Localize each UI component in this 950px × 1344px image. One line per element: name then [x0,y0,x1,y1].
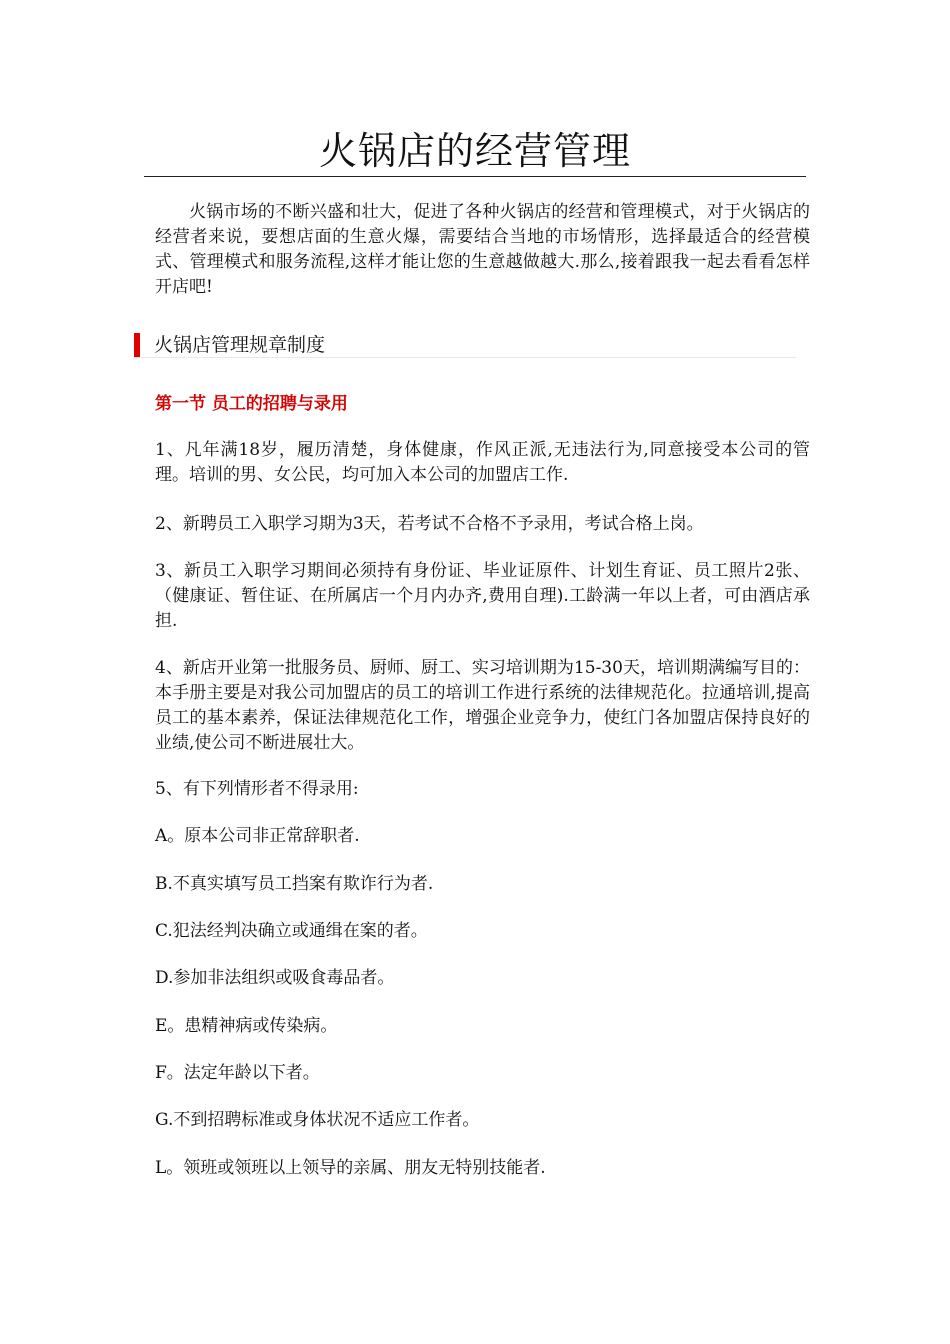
exclusion-item-l: L。领班或领班以上领导的亲属、朋友无特别技能者. [155,1158,546,1178]
subsection-heading: 第一节 员工的招聘与录用 [155,394,348,414]
rule-paragraph-1: 1、凡年满18岁，履历清楚，身体健康，作风正派,无违法行为,同意接受本公司的管理。培训的男、女公民，均可加入本公司的加盟店工作. [155,440,810,485]
exclusion-item-e: E。患精神病或传染病。 [155,1016,338,1036]
exclusion-item-b: B.不真实填写员工挡案有欺诈行为者. [155,874,434,894]
section-divider [134,357,796,358]
rule-paragraph-5: 5、有下列情形者不得录用: [155,779,359,799]
section-marker-bar [134,333,140,357]
section-heading: 火锅店管理规章制度 [154,334,326,356]
intro-paragraph: 火锅市场的不断兴盛和壮大，促进了各种火锅店的经营和管理模式，对于火锅店的经营者来说，要想店面的生意火爆，需要结合当地的市场情形，选择最适合的经营模式、管理模式和服务流程,这样才能让您的生意越做越大.那么,接着跟我一起去看看怎样开店吧! [155,202,810,297]
document-title: 火锅店的经营管理 [318,129,631,173]
exclusion-item-d: D.参加非法组织或吸食毒品者。 [155,968,395,988]
title-underline [144,176,806,177]
exclusion-item-g: G.不到招聘标准或身体状况不适应工作者。 [155,1110,480,1130]
exclusion-item-a: A。原本公司非正常辞职者. [155,826,360,846]
exclusion-item-f: F。法定年龄以下者。 [155,1063,320,1083]
exclusion-item-c: C.犯法经判决确立或通缉在案的者。 [155,921,428,941]
rule-paragraph-4: 4、新店开业第一批服务员、厨师、厨工、实习培训期为15-30天，培训期满编写目的：本手册主要是对我公司加盟店的员工的培训工作进行系统的法律规范化。拉通培训,提高员工的基本素养，保证法律规范化工作，增强企业竞争力，使红门各加盟店保持良好的业绩,使公司不断进展壮大。 [155,658,810,753]
rule-paragraph-3: 3、新员工入职学习期间必须持有身份证、毕业证原件、计划生育证、员工照片2张、（健康证、暂住证、在所属店一个月内办齐,费用自理).工龄满一年以上者，可由酒店承担. [155,561,810,631]
rule-paragraph-2: 2、新聘员工入职学习期为3天，若考试不合格不予录用，考试合格上岗。 [155,514,704,534]
